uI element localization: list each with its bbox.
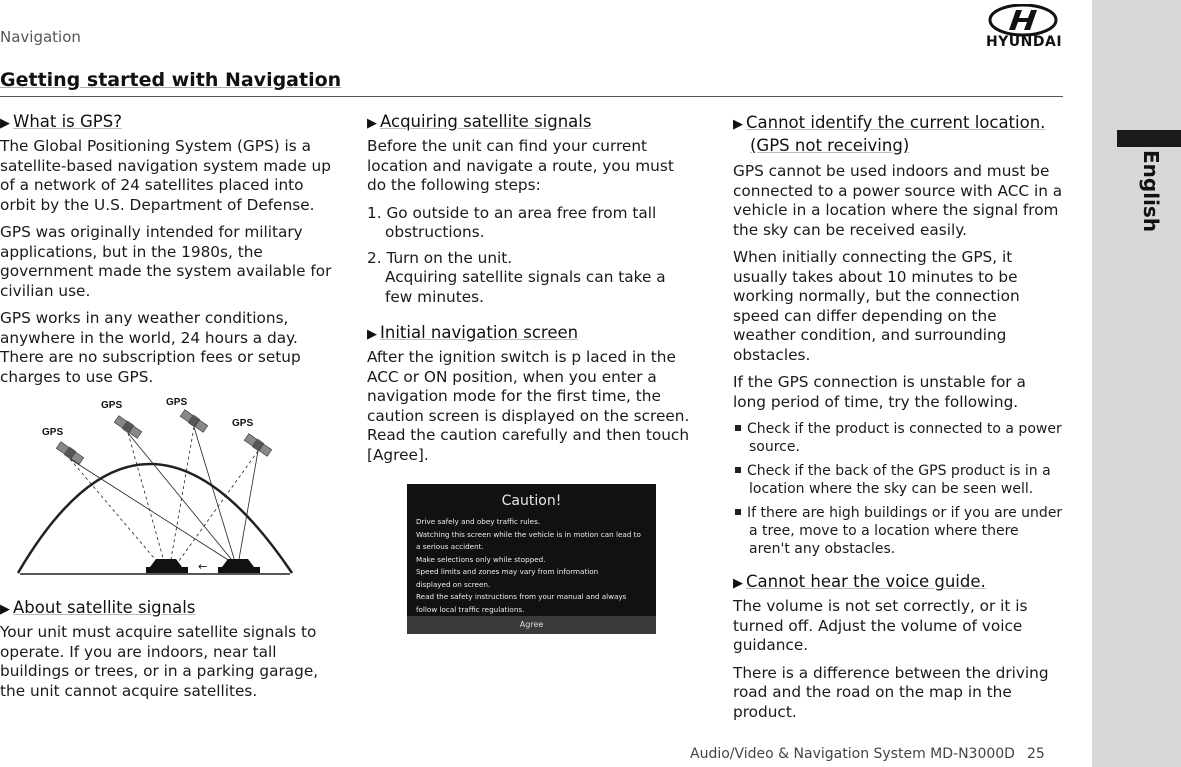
brand-name: HYUNDAI: [985, 34, 1063, 50]
language-tab-marker: [1117, 130, 1181, 147]
triangle-bullet-icon: ▶: [0, 116, 10, 131]
caution-screen-image: [407, 484, 656, 634]
about-satellite-paragraph: Your unit must acquire satellite signals to operate. If you are indoors, near tall buildings or trees, or in a parking garage, the unit cannot acquire satellites.: [0, 623, 319, 700]
triangle-bullet-icon: ▶: [733, 117, 743, 132]
list-item: 1. Go outside to an area free from tall obstructions.: [367, 203, 657, 241]
initial-navigation-paragraph: After the ignition switch is p laced in the ACC or ON position, when you enter a navigation mode for the first time, the caution screen is displayed on the screen. Read the caution carefully and then touch [Agree].: [367, 348, 690, 464]
gps-label-3: GPS: [166, 397, 188, 408]
location-paragraph-3: If the GPS connection is unstable for a long period of time, try the following.: [733, 373, 1026, 411]
triangle-bullet-icon: ▶: [733, 576, 743, 591]
column-2: [367, 112, 693, 473]
cannot-hear-voice-heading: ▶ Cannot hear the voice guide.: [733, 572, 986, 591]
what-is-gps-heading: ▶ What is GPS?: [0, 112, 122, 131]
triangle-bullet-icon: ▶: [367, 116, 377, 131]
list-item: Check if the product is connected to a power source.: [733, 420, 1063, 456]
acquiring-signals-heading: ▶ Acquiring satellite signals: [367, 112, 592, 131]
gps-label-2: GPS: [101, 400, 123, 411]
location-paragraph-2: When initially connecting the GPS, it usually takes about 10 minutes to be working normally, but the connection speed can differ depending on the weather condition, and surrounding obstacles.: [733, 248, 1020, 364]
language-tab-label: English: [1139, 150, 1163, 233]
list-item: Acquiring satellite signals can take a few minutes.: [385, 268, 666, 306]
voice-paragraph-2: There is a difference between the driving road and the road on the map in the product.: [733, 663, 1049, 721]
page-number: 25: [1026, 746, 1045, 762]
gps-satellite-diagram: [0, 395, 310, 580]
about-satellite-signals-heading: ▶ About satellite signals: [0, 598, 196, 617]
title-divider: [0, 96, 1063, 97]
location-paragraph-1: GPS cannot be used indoors and must be connected to a power source with ACC in a vehicle in a location where the signal from the sky can be received easily.: [733, 162, 1063, 239]
svg-text:←: ←: [198, 560, 208, 573]
triangle-bullet-icon: ▶: [0, 602, 10, 617]
triangle-bullet-icon: ▶: [367, 327, 377, 342]
manual-name: Audio/Video & Navigation System MD-N3000D: [690, 746, 1015, 762]
initial-navigation-heading: ▶ Initial navigation screen: [367, 323, 579, 342]
satellite-icon: [56, 441, 85, 465]
car-icon: [146, 559, 260, 573]
what-is-gps-paragraph-3: GPS works in any weather conditions, anywhere in the world, 24 hours a day. There are no subscription fees or setup charges to use GPS.: [0, 309, 301, 386]
list-item: Check if the back of the GPS product is in a location where the sky can be seen well.: [733, 462, 1063, 498]
agree-button: Agree: [407, 616, 656, 634]
what-is-gps-paragraph-2: GPS was originally intended for military applications, but in the 1980s, the government made the system available for civilian use.: [0, 223, 332, 300]
acquiring-steps-list: [367, 204, 693, 308]
square-bullet-icon: [735, 509, 741, 515]
voice-paragraph-1: The volume is not set correctly, or it is turned off. Adjust the volume of voice guidance.: [733, 597, 1028, 654]
cannot-identify-location-heading: ▶ Cannot identify the current location. (GPS not receiving): [733, 113, 1046, 155]
column-1: [0, 112, 332, 709]
square-bullet-icon: [735, 467, 741, 473]
section-label: Navigation: [0, 28, 81, 46]
caution-title: Caution!: [501, 493, 562, 509]
troubleshoot-list: [733, 420, 1063, 558]
gps-label-4: GPS: [232, 418, 254, 429]
what-is-gps-paragraph-1: The Global Positioning System (GPS) is a satellite-based navigation system made up of a network of 24 satellites placed into orbit by the U.S. Department of Defense.: [0, 137, 331, 214]
square-bullet-icon: [735, 425, 741, 431]
gps-label-1: GPS: [42, 427, 64, 438]
column-3: [733, 112, 1063, 730]
list-item: 2. Turn on the unit.: [367, 248, 513, 267]
language-side-tab: [1092, 0, 1181, 767]
caution-body: Drive safely and obey traffic rules. Watching this screen while the vehicle is in motion can lead to a serious accident. Make selections only while stopped. Speed limits and zones may vary from information displayed on screen. Read the safety instructions from your manual and always follow local traffic regulations.: [416, 517, 641, 614]
list-item: If there are high buildings or if you are under a tree, move to a location where there aren't any obstacles.: [733, 504, 1063, 558]
page-footer: [690, 746, 1045, 762]
page-title: Getting started with Navigation: [0, 69, 342, 91]
acquiring-signals-paragraph: Before the unit can find your current location and navigate a route, you must do the following steps:: [367, 137, 674, 194]
